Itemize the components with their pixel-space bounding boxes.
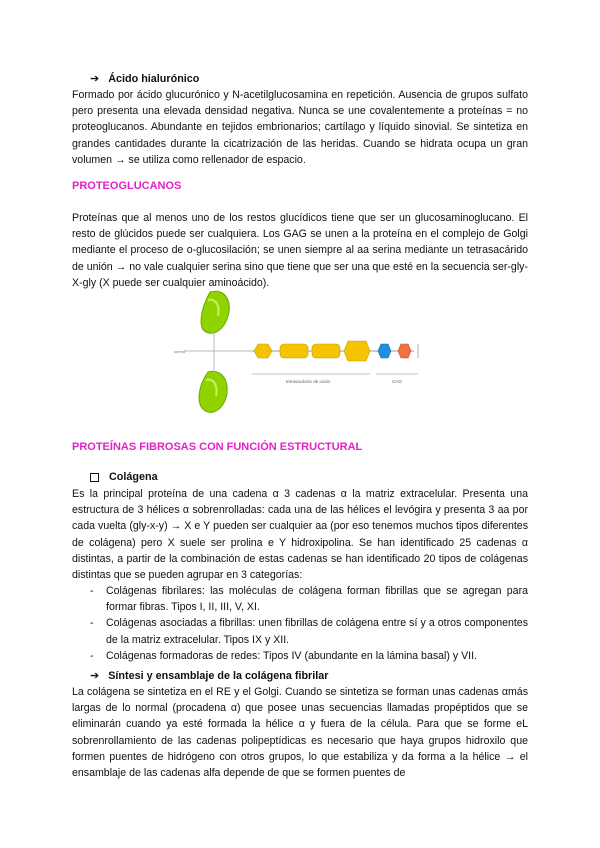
gag-red-hexagon <box>398 344 411 358</box>
colagena-paragraph: Es la principal proteína de una cadena α 3 cadenas α la matriz extracelular. Presenta una estructura de 3 hélices α sobrenrolladas: cada una de las hélices el levógira y presenta 3 aa por cada vuelta (gly-x-y) → X e Y pueden ser cualquier aa (por eso tenemos muchos tipos diferentes de colágena) pero X suele ser prolina e Y hidroxipolina. Se han identificado 25 cadenas α distintas, a partir de la combinación de estas cadenas se han identificado 20 tipos de colágenas distintas que se pueden agrupar en 3 categorías: <box>72 488 528 582</box>
label-gag: GAG <box>392 379 403 384</box>
list-item: - Colágenas fibrilares: las moléculas de colágena forman fibrillas que se agregan para formar fibras. Tipos I, II, III, V, XI. <box>90 585 528 614</box>
label-tetrasacarido: tetrasacárido de unión <box>286 379 331 384</box>
gag-blue-hexagon <box>378 344 391 358</box>
fibrosas-title: PROTEÍNAS FIBROSAS CON FUNCIÓN ESTRUCTURAL <box>72 441 363 453</box>
protein-helix-bottom <box>199 371 227 412</box>
list-item: - Colágenas asociadas a fibrillas: unen fibrillas de colágena entre sí y a otros componentes de la matriz extracelular. Tipos IX y XII. <box>90 617 528 646</box>
colagena-heading <box>90 471 158 483</box>
colagena-types-list <box>88 583 528 664</box>
hialuronico-title: Ácido hialurónico <box>108 72 200 85</box>
proteoglycan-diagram <box>170 288 432 418</box>
list-item: - Colágenas formadoras de redes: Tipos IV (abundante en la lámina basal) y VII. <box>90 649 477 662</box>
arrow-icon: ➔ <box>90 670 100 682</box>
checkbox-bullet-icon <box>90 473 99 482</box>
sugar-hexagon <box>344 341 370 361</box>
colagena-title: Colágena <box>109 471 158 483</box>
protein-helix-top <box>201 291 229 333</box>
arrow-icon: ➔ <box>90 73 100 85</box>
sintesis-title: Síntesi y ensamblaje de la colágena fibrilar <box>108 669 329 682</box>
hialuronico-heading <box>90 72 199 85</box>
sintesis-paragraph: La colágena se sintetiza en el RE y el Golgi. Cuando se sintetiza se forman unas cadenas αmás largas de lo normal (procadena α) que posee unas secuencias llamadas propéptidos que se eliminarán cuando ya esté formada la hélice α y fuera de la célula. Para que se forme eL sobrenrollamiento de las cadenas polipeptídicas es necesario que haya grupos hidroxilo que formen puentes de hidrógeno con otros grupos, lo que estabiliza y da forma a la hélice → el ensamblaje de las cadenas alfa depende de que se formen puentes de <box>72 686 528 780</box>
sintesis-heading <box>90 669 328 682</box>
sugar-hexagon <box>254 344 272 358</box>
label-serina: serina <box>174 349 185 354</box>
sugar-rect <box>312 344 340 358</box>
proteoglucanos-paragraph: Proteínas que al menos uno de los restos glucídicos tiene que ser un glucosaminoglucano. El resto de glúcidos puede ser cualquiera. Los GAG se unen a la proteína en el complejo de Golgi mediante el proceso de o-glucosilación; se unen siempre al aa serina mediante un tetrasacárido de unión → no vale cualquier serina sino que tiene que ser una que esté en la secuencia ser-gly-X-gly (X puede ser cualquier aminoácido). <box>72 212 528 289</box>
sugar-rect <box>280 344 308 358</box>
hialuronico-paragraph: Formado por ácido glucurónico y N-acetilglucosamina en repetición. Ausencia de grupos sulfato pero presenta una elevada densidad negativa. Nunca se une covalentemente a proteínas = no proteoglucanos. Abundante en tejidos embrionarios; cartílago y líquido sinovial. Se sintetiza en grandes cantidades durante la cicatrización de las heridas. Cuando se hidrata ocupa un gran volumen → se utiliza como rellenador de espacio. <box>72 89 528 166</box>
proteoglucanos-title: PROTEOGLUCANOS <box>72 180 182 192</box>
